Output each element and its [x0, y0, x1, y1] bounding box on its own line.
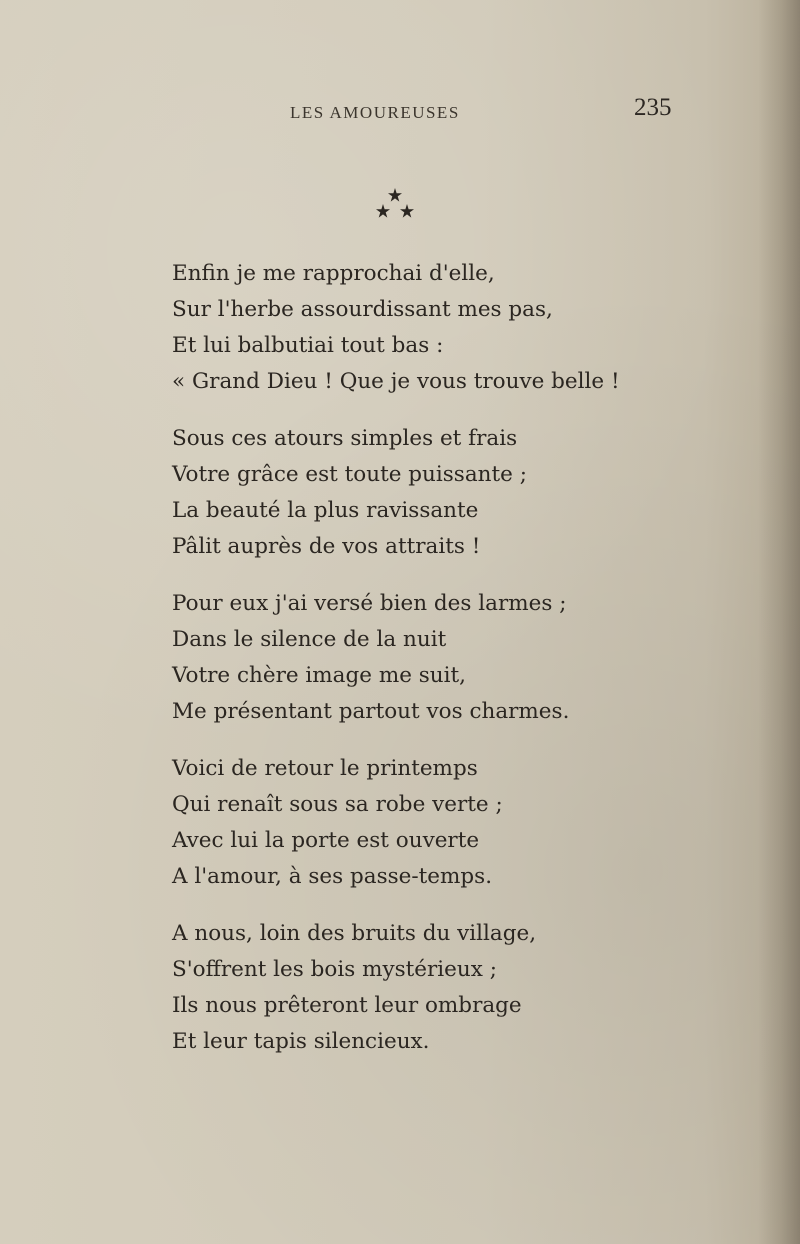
verse-line: Pâlit auprès de vos attraits ! [172, 534, 481, 559]
verse-line: Et leur tapis silencieux. [172, 1029, 430, 1054]
verse-line: Sur l'herbe assourdissant mes pas, [172, 297, 553, 322]
stanza-3 [172, 586, 732, 730]
verse-line: Ils nous prêteront leur ombrage [172, 993, 522, 1018]
verse-line: Votre chère image me suit, [172, 663, 466, 688]
stanza-4 [172, 751, 732, 895]
verse-line: Me présentant partout vos charmes. [172, 699, 570, 724]
verse-line: Avec lui la porte est ouverte [172, 828, 480, 853]
asterism-icon [373, 188, 417, 222]
verse-line: Pour eux j'ai versé bien des larmes ; [172, 591, 567, 616]
verse-line: A nous, loin des bruits du village, [172, 921, 537, 946]
page-number: 235 [634, 94, 672, 121]
verse-line: « Grand Dieu ! Que je vous trouve belle ! [172, 369, 620, 394]
stanza-5 [172, 916, 732, 1060]
verse-line: Dans le silence de la nuit [172, 627, 447, 652]
running-head: LES AMOUREUSES [290, 103, 460, 122]
verse-line: Et lui balbutiai tout bas : [172, 333, 444, 358]
page-edge-shadow [758, 0, 800, 1244]
verse-line: La beauté la plus ravissante [172, 498, 479, 523]
verse-line: Votre grâce est toute puissante ; [172, 462, 527, 487]
stanza-1 [172, 256, 732, 400]
poem [172, 256, 732, 1081]
verse-line: A l'amour, à ses passe-temps. [172, 864, 493, 889]
verse-line: Enfin je me rapprochai d'elle, [172, 261, 495, 286]
verse-line: Qui renaît sous sa robe verte ; [172, 792, 503, 817]
stanza-2 [172, 421, 732, 565]
verse-line: Sous ces atours simples et frais [172, 426, 518, 451]
verse-line: S'offrent les bois mystérieux ; [172, 957, 497, 982]
verse-line: Voici de retour le printemps [172, 756, 478, 781]
